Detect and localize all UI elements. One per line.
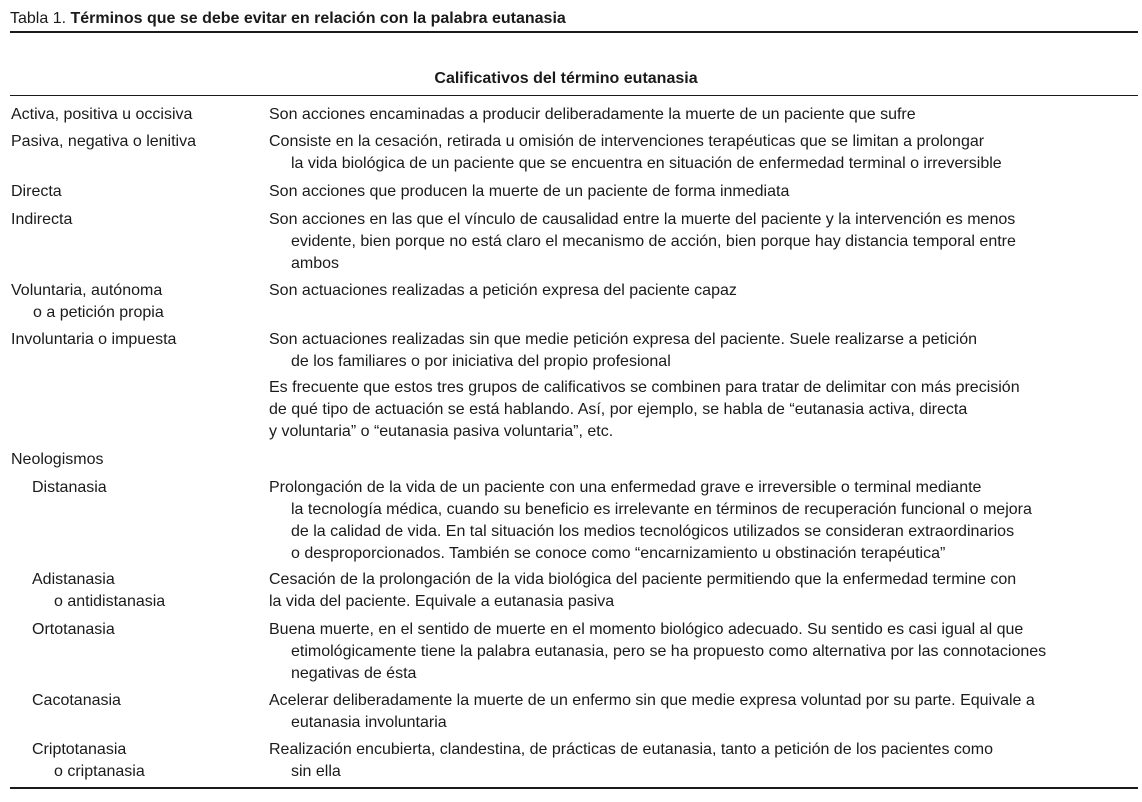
definition-line: la vida del paciente. Equivale a eutanasia pasiva [269, 593, 615, 610]
definition-line: Consiste en la cesación, retirada u omisión de intervenciones terapéuticas que se limitan a prolongar [269, 133, 985, 150]
definition-line: eutanasia involuntaria [291, 714, 447, 731]
row-term [32, 690, 121, 712]
definition-line: negativas de ésta [291, 665, 417, 682]
term-line: o a petición propia [33, 304, 164, 321]
definition-line: de la calidad de vida. En tal situación los medios tecnológicos utilizados se consideran extraordinarios [291, 523, 1015, 540]
section-heading: Calificativos del término eutanasia [434, 70, 698, 87]
row-definition [269, 131, 1139, 175]
definition-line: o desproporcionados. También se conoce como “encarnizamiento u obstinación terapéutica” [291, 545, 946, 562]
definition-line: Son actuaciones realizadas sin que medie petición expresa del paciente. Suele realizarse a petición [269, 331, 977, 348]
definition-line: de qué tipo de actuación se está hablando. Así, por ejemplo, se habla de “eutanasia activa, directa [269, 401, 968, 418]
top-rule [10, 31, 1138, 33]
row-term [11, 280, 164, 324]
row-definition [269, 619, 1139, 685]
term-line: Cacotanasia [32, 692, 121, 709]
row-definition [269, 104, 1139, 126]
term-line: Pasiva, negativa o lenitiva [11, 133, 196, 150]
bottom-rule [10, 787, 1138, 789]
heading-rule [10, 95, 1138, 96]
definition-line: Son actuaciones realizadas a petición expresa del paciente capaz [269, 282, 737, 299]
term-line: Ortotanasia [32, 621, 115, 638]
term-line: Involuntaria o impuesta [11, 331, 177, 348]
definition-line: etimológicamente tiene la palabra eutanasia, pero se ha propuesto como alternativa por las connotaciones [291, 643, 1047, 660]
definition-line: evidente, bien porque no está claro el mecanismo de acción, bien porque hay distancia temporal entre [291, 233, 1016, 250]
row-term [11, 131, 196, 153]
table-caption [10, 8, 1138, 30]
group-heading [11, 449, 103, 471]
row-term [32, 569, 165, 613]
row-definition [269, 690, 1139, 734]
row-term [11, 209, 72, 231]
definition-line: Son acciones que producen la muerte de un paciente de forma inmediata [269, 183, 790, 200]
term-line: Activa, positiva u occisiva [11, 106, 193, 123]
row-definition [269, 181, 1139, 203]
term-line: o criptanasia [54, 763, 145, 780]
term-line: Indirecta [11, 211, 73, 228]
row-term [11, 181, 62, 203]
definition-line: Prolongación de la vida de un paciente con una enfermedad grave e irreversible o terminal mediante [269, 479, 982, 496]
definition-line: Son acciones encaminadas a producir deliberadamente la muerte de un paciente que sufre [269, 106, 916, 123]
row-definition [269, 569, 1139, 613]
definition-line: de los familiares o por iniciativa del propio profesional [291, 353, 671, 370]
row-definition [269, 329, 1139, 373]
definition-line: Son acciones en las que el vínculo de causalidad entre la muerte del paciente y la intervención es menos [269, 211, 1016, 228]
term-line: Voluntaria, autónoma [11, 282, 163, 299]
row-term [11, 104, 192, 126]
row-term [32, 739, 145, 783]
definition-line: Es frecuente que estos tres grupos de calificativos se combinen para tratar de delimitar con más precisión [269, 379, 1020, 396]
definition-line: Cesación de la prolongación de la vida biológica del paciente permitiendo que la enfermedad termine con [269, 571, 1017, 588]
term-line: Criptotanasia [32, 741, 127, 758]
term-line: Neologismos [11, 451, 104, 468]
term-line: Adistanasia [32, 571, 115, 588]
definition-line: la vida biológica de un paciente que se encuentra en situación de enfermedad terminal o irreversible [291, 155, 1002, 172]
row-definition [269, 209, 1139, 275]
definition-line: sin ella [291, 763, 341, 780]
row-term [32, 477, 107, 499]
row-term [11, 329, 176, 351]
definition-line: la tecnología médica, cuando su beneficio es irrelevante en términos de recuperación funcional o mejora [291, 501, 1032, 518]
row-term [32, 619, 115, 641]
definition-line: y voluntaria” o “eutanasia pasiva voluntaria”, etc. [269, 423, 614, 440]
definition-line: Buena muerte, en el sentido de muerte en el momento biológico adecuado. Su sentido es casi igual al que [269, 621, 1024, 638]
table-title: Términos que se debe evitar en relación con la palabra eutanasia [70, 10, 566, 27]
term-line: o antidistanasia [54, 593, 166, 610]
row-definition [269, 377, 1139, 443]
definition-line: Acelerar deliberadamente la muerte de un enfermo sin que medie expresa voluntad por su parte. Equivale a [269, 692, 1035, 709]
definition-line: Realización encubierta, clandestina, de prácticas de eutanasia, tanto a petición de los pacientes como [269, 741, 994, 758]
row-definition [269, 280, 1139, 302]
term-line: Distanasia [32, 479, 107, 496]
term-line: Directa [11, 183, 62, 200]
row-definition [269, 739, 1139, 783]
definition-line: ambos [291, 255, 340, 272]
table-label: Tabla 1. [10, 10, 71, 27]
row-definition [269, 477, 1139, 565]
